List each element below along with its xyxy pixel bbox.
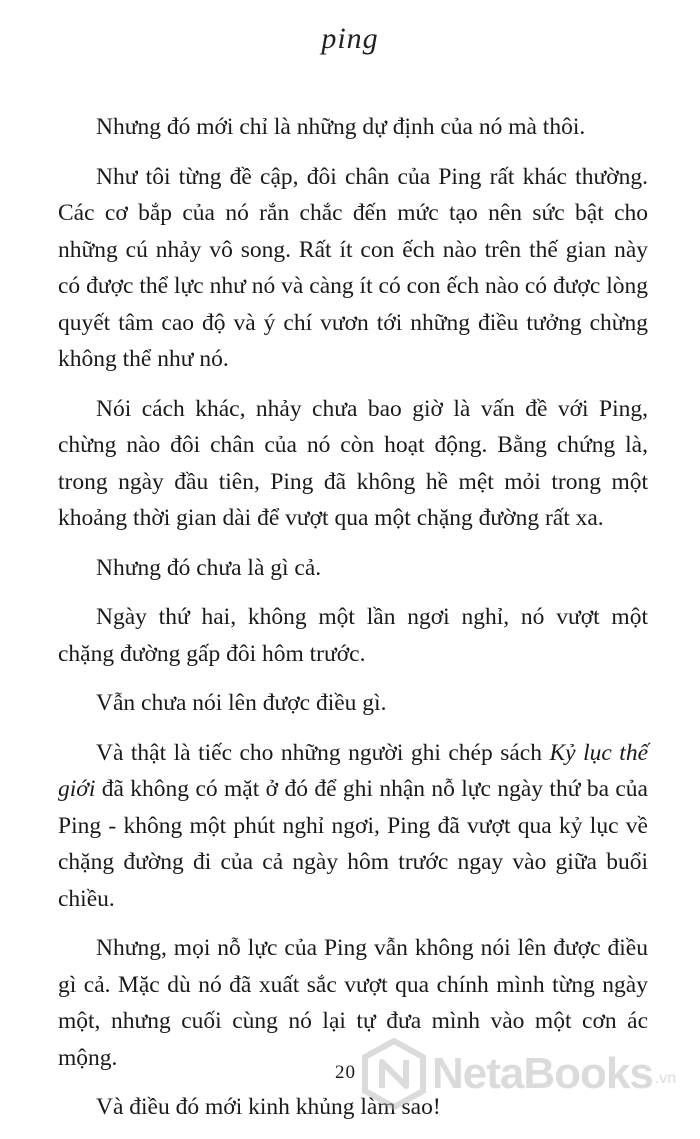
paragraph-text-before: Và thật là tiếc cho những người ghi chép sách — [96, 739, 550, 766]
paragraph: Vẫn chưa nói lên được điều gì. — [96, 690, 387, 716]
watermark-tld: .vn — [654, 1070, 677, 1087]
paragraph-text-after: đã không có mặt ở đó để ghi nhận nỗ lực ngày thứ ba của Ping - không một phút nghỉ ngơi, Ping đã vượt qua kỷ lục về chặng đường đi của cả ngày hôm trước ngay vào giữa buổi chiều. — [58, 776, 648, 912]
paragraph: Như tôi từng đề cập, đôi chân của Ping rất khác thường. Các cơ bắp của nó rắn chắc đến mức tạo nên sức bật cho những cú nhảy vô song. Rất ít con ếch nào trên thế gian này có được thể lực như nó và càng ít có con ếch nào có được lòng quyết tâm cao độ và ý chí vươn tới những điều tưởng chừng không thể như nó. — [58, 163, 648, 372]
paragraph: Nhưng đó mới chỉ là những dự định của nó mà thôi. — [96, 114, 586, 140]
paragraph: Ngày thứ hai, không một lần ngơi nghỉ, nó vượt một chặng đường gấp đôi hôm trước. — [58, 604, 648, 667]
running-head: ping — [321, 22, 379, 55]
page-number: 20 — [335, 1062, 356, 1083]
paragraph: Nói cách khác, nhảy chưa bao giờ là vấn đề với Ping, chừng nào đôi chân của nó còn hoạt động. Bằng chứng là, trong ngày đầu tiên, Ping đã không hề mệt mỏi trong một khoảng thời gian dài để vượt qua một chặng đường rất xa. — [58, 395, 648, 531]
book-title: Kỷ lục thế giới — [58, 739, 648, 802]
watermark — [362, 1038, 692, 1110]
netabooks-logo-icon — [362, 1038, 426, 1110]
paragraph: Nhưng, mọi nỗ lực của Ping vẫn không nói lên được điều gì cả. Mặc dù nó đã xuất sắc vượt qua chính mình từng ngày một, nhưng cuối cùng nó lại tự đưa mình vào một cơn ác mộng. — [58, 935, 648, 1071]
paragraph: Và điều đó mới kinh khủng làm sao! — [96, 1094, 441, 1120]
paragraph: Nhưng đó chưa là gì cả. — [96, 554, 322, 581]
watermark-brand: NetaBooks — [432, 1049, 653, 1098]
paragraph-with-book-title — [58, 735, 648, 918]
body-text — [58, 109, 648, 1139]
